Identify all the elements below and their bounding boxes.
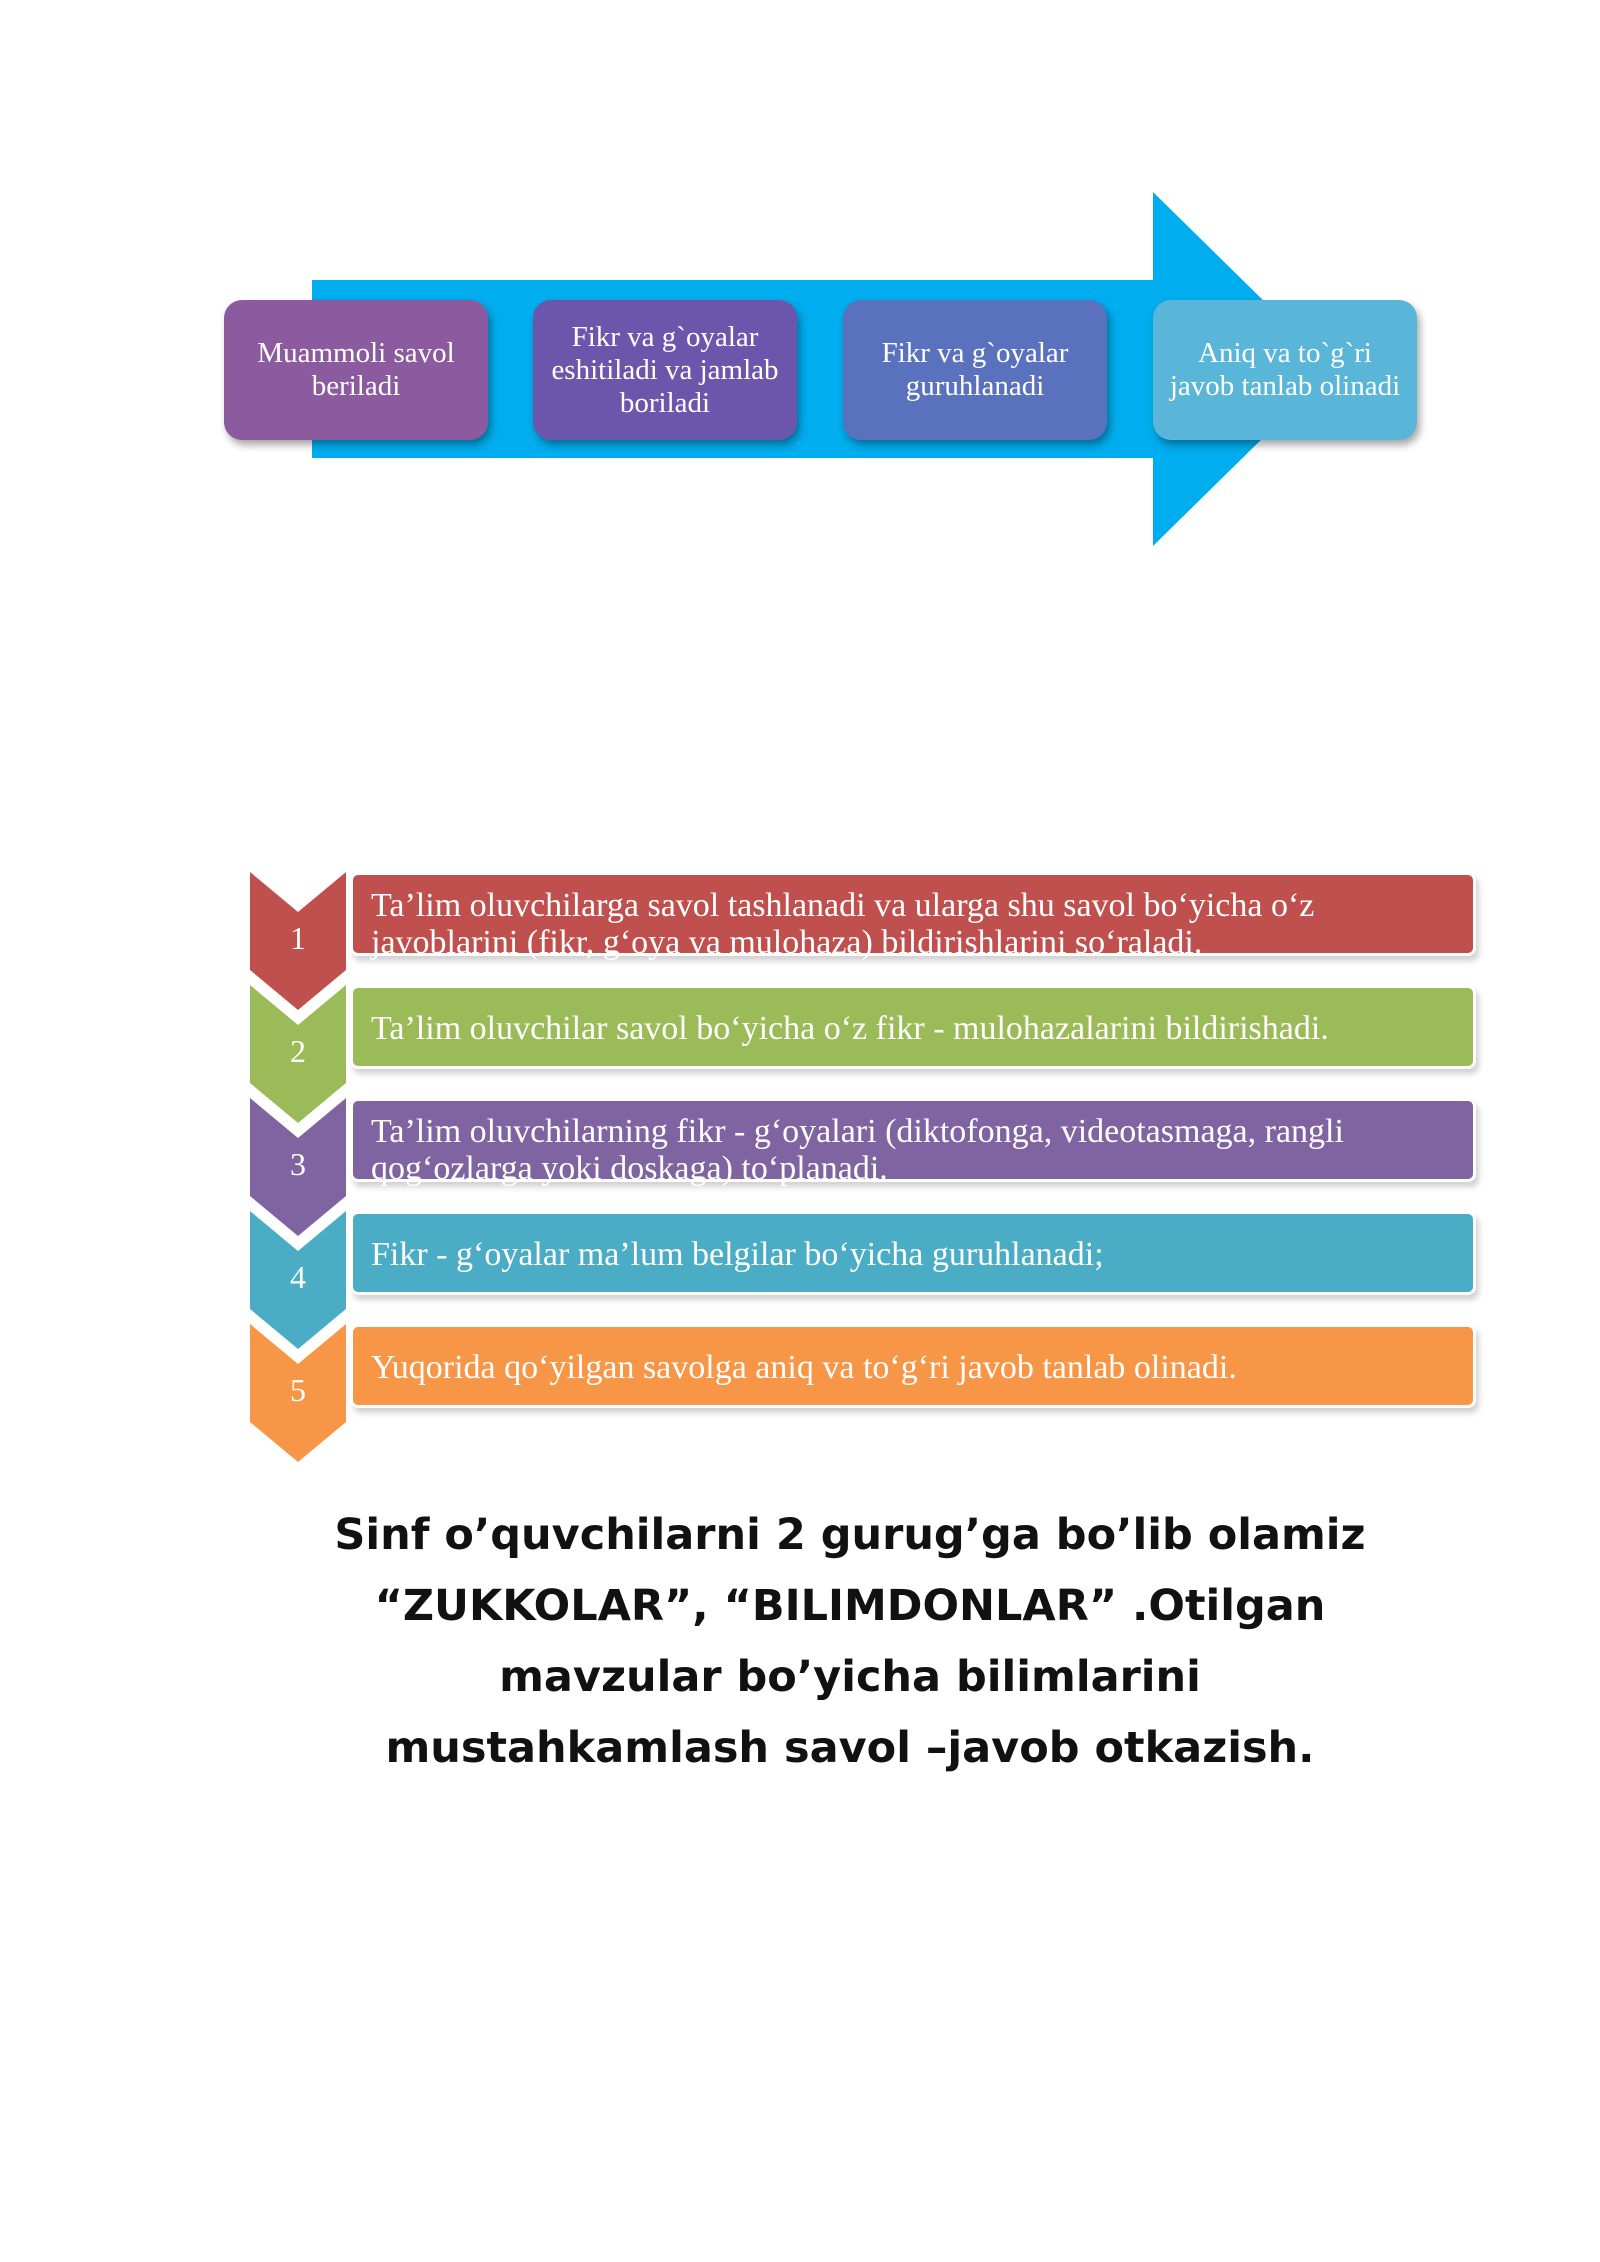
process-step-2 xyxy=(533,300,797,440)
step-bar-3 xyxy=(350,1098,1476,1187)
step-number-4: 4 xyxy=(290,1259,306,1295)
step-number-2: 2 xyxy=(290,1033,306,1069)
process-flow-diagram xyxy=(0,0,1600,600)
step-text: Yuqorida qo‘yilgan savolga aniq va to‘g‘ri javob tanlab olinadi. xyxy=(371,1349,1237,1386)
step-text: Ta’lim oluvchilarning fikr - g‘oyalari (diktofonga, videotasmaga, rangli qog‘ozlarga yoki doskaga) to‘planadi. xyxy=(371,1113,1344,1187)
process-step-label: Aniq va to`g`ri javob tanlab olinadi xyxy=(1169,337,1401,402)
process-step-1 xyxy=(224,300,488,440)
process-step-label: Muammoli savol beriladi xyxy=(257,337,455,402)
step-number-1: 1 xyxy=(290,920,306,956)
numbered-steps-list xyxy=(0,860,1600,1480)
conclusion-text: Sinf o’quvchilarni 2 gurug’ga bo’lib olamiz “ZUKKOLAR”, “BILIMDONLAR” .Otilgan mavzular bo’yicha bilimlarini mustahkamlash savol –javob otkazish. xyxy=(334,1510,1366,1773)
step-bar-5 xyxy=(350,1324,1476,1408)
step-bar-1 xyxy=(350,872,1476,961)
step-number-5: 5 xyxy=(290,1372,306,1408)
step-number-3: 3 xyxy=(290,1146,306,1182)
step-bar-2 xyxy=(350,985,1476,1069)
process-step-4 xyxy=(1153,300,1417,440)
step-text: Ta’lim oluvchilar savol bo‘yicha o‘z fikr - mulohazalarini bildirishadi. xyxy=(371,1010,1329,1047)
step-text: Fikr - g‘oyalar ma’lum belgilar bo‘yicha guruhlanadi; xyxy=(371,1236,1104,1273)
process-step-label: Fikr va g`oyalar eshitiladi va jamlab boriladi xyxy=(551,320,779,419)
step-text: Ta’lim oluvchilarga savol tashlanadi va ularga shu savol bo‘yicha o‘z javoblarini (fikr, g‘oya va mulohaza) bildirishlarini so‘raladi. xyxy=(371,887,1315,961)
step-bar-4 xyxy=(350,1211,1476,1295)
process-step-label: Fikr va g`oyalar guruhlanadi xyxy=(881,337,1069,402)
process-step-3 xyxy=(843,300,1107,440)
